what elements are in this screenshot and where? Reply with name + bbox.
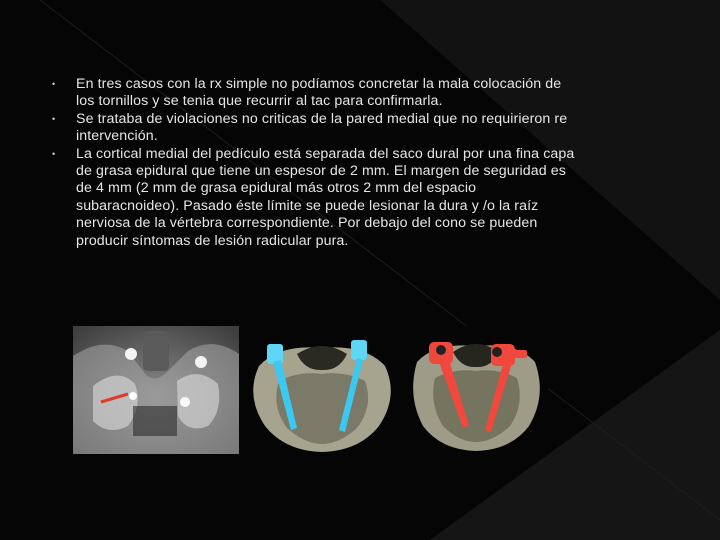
bullet-text: La cortical medial del pedículo está separada del saco dural por una fina capa de grasa epidural que tiene un espesor de 2 mm. El margen de seguridad es de 4 mm (2 mm de grasa epidural más otros 2 mm del espacio subaracnoideo). Pasado éste límite se puede lesionar la dura y /o la raíz nerviosa de la vértebra correspondiente. Por debajo del cono se pueden producir síntomas de lesión radicular pura. [76, 145, 575, 249]
image-strip [73, 326, 548, 454]
slide-text [52, 76, 582, 250]
vertebra-blue-screws-image [239, 326, 405, 454]
bullet-item [52, 111, 582, 146]
bullet-text: Se trataba de violaciones no criticas de la pared medial que no requirieron re intervención. [76, 110, 568, 145]
bullet-text: En tres casos con la rx simple no podíamos concretar la mala colocación de los tornillos y se tenia que recurrir al tac para confirmarla. [76, 76, 562, 110]
bullet-item [52, 146, 582, 250]
bullet-dot-icon: • [52, 148, 56, 159]
ct-coronal-image [73, 326, 239, 454]
vertebra-red-screws-image [405, 326, 548, 454]
bullet-item [52, 76, 582, 111]
bullet-list [52, 76, 582, 250]
bullet-dot-icon: • [52, 113, 56, 124]
bullet-dot-icon: • [52, 79, 56, 89]
